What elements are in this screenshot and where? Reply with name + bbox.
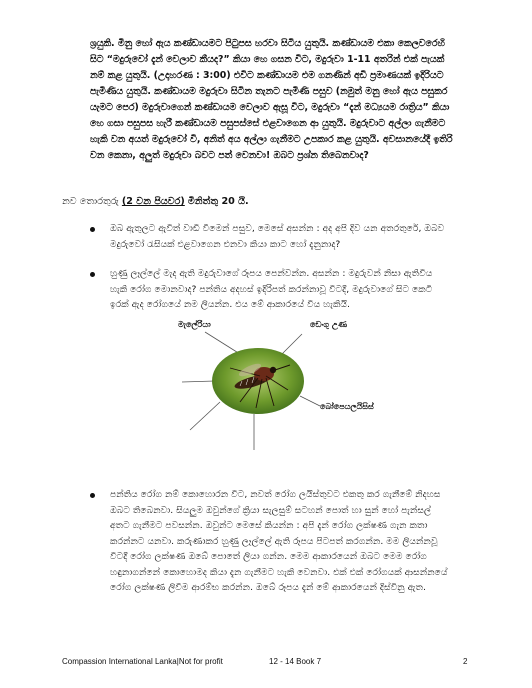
line-left-1 [182, 381, 215, 382]
bullet-item-1: ඔබ ඇතුලට ඇවිත් වාඩි වීමෙන් පසුව, මෙසේ අසන්න : අද අපි දිව යන අතරතුරේ, ඔබව මදුරුවෝ රැසියක් එළවාගෙන එනවා කියා කාට හෝ දැනුනාද? [110, 223, 445, 250]
intro-paragraph: ශ්‍රයුකි. මිනු හෝ ඇය කණ්ඩායමට පිටුපස හරවා සිටිය යුතුයි. කණ්ඩායම එකා කෙලවරෙහි සිට “මදුරුවෝ දැන් වෙලාව කීයද?” කියා හෙ ගසන විට, මදුරුවා 1-11 අතරින් එක් පැයක් නම් කළ යුතුයි. (උදාහරණ : 3:00) එවිට කණ්ඩායම එම ගනණින් අඩි ප්‍රමාණයක් ඉදිරියට පැමිණිය යුතුයි. කණ්ඩායම මදුරුවා සිටින තැනට පැමිණි පසුව (නමුත් මනු හෝ ඇය පසුකර යැමට පෙර) මදුරුවාගෙන් කණ්ඩායම වෙලාව ඇසූ විට, මදුරුවා “දැන් මධ්‍යයම රාත්‍රිය” කියා හෙ ගසා පසුපස හැරී කණ්ඩායම පසුපස්සේ එළවාගෙන ආ යුතුයි. මදුරුවාට අල්ලා ගැනීමට හැකි වන අයත් මදුරුවෝ වී, අනිත් අය අල්ලා ගැනීමට උපකාර කළ යුතුයි. අවසානයේදී ඉතිරි වන කෙනා, අලුත් මදුරුවා බවට පත් වෙනවා! ඔබට ප්‍රශ්න තිබෙනවාද? [90, 38, 453, 161]
section-title: නව තොරතුරු [62, 196, 119, 207]
bullet-item-2: හුණු ලෑල්ලේ මැද ඇති මදුරුවාගේ රූපය පෙන්වන්න. අසන්න : මදුරුවන් නිසා ඇතිවිය හැකි රෝග මොනවාද? පන්තිය අදහස් ඉදිරිපත් කරන්නාවූ විටදී, මදුරුවාගේ සිට කෙටි ඉරක් ඇද රෝගයේ නම ලියන්න. එය මේ ආකාරයේ විය හැකියි. [110, 268, 433, 310]
footer-book: 12 - 14 Book 7 [269, 657, 322, 666]
bullet-dot [90, 227, 95, 232]
page-number: 2 [463, 657, 468, 666]
mosquito-disease-diagram [170, 318, 400, 458]
label-filaria: බෝපෙයලයිසිස් [320, 402, 374, 411]
line-malaria [205, 332, 240, 354]
bullet-dot [90, 272, 95, 277]
line-filaria [300, 396, 320, 406]
bullet-dot [90, 493, 95, 498]
line-left-2 [190, 402, 220, 430]
bullet-item-3: පන්තිය රෝග නම් කොහොරන විට, නවත් රෝග ලයිස්තුවට එකතු කර ගැනීමේ නිදහස ඔබට තිබෙනවා. සියලුම ඔවුන්ගේ ක්‍රියා සැලසුම් සටහන් පොත් හා සුන් හෝ පැන්සල් අතට ගැනීමට පවසන්න. ඔවුන්ට මෙසේ කියන්න : අපි දැන් රෝග ලක්ෂණ ගැන කතා කරන්නට යනවා. කරුණාකර හුණු ලෑල්ලේ ඇති රූපය පිටපත් කරගන්න. මම ලියන්නවූ විටදී රෝග ලක්ෂණ ඔබේ පොතේ ලියා ගන්න. මෙම ආකාරයෙන් ඔබට මෙම රෝග හඳුනාගන්නේ කොහොමද කියා දැන ගැනීමට හැකි වෙනවා. එක් එක් රෝගයක් ආසන්නයේ රෝග ලක්ෂණ ලිවීම ආරම්භ කරන්න. ඔබේ රූපය දැන් මේ ආකාරයෙන් දිස්විනු ඇත. [110, 489, 448, 593]
section-part: (2 වන පියවර) [121, 196, 185, 207]
label-malaria: මැලේරියා [178, 320, 211, 329]
line-dengue [280, 334, 302, 356]
label-dengue: ඩෙංගු උණ [310, 320, 348, 329]
footer-organization: Compassion International Lanka|Not for profit [62, 657, 223, 666]
mosquito-diagram-svg [170, 318, 400, 458]
section-heading [62, 196, 249, 207]
section-duration: මිනිත්තු 20 යි. [187, 196, 249, 207]
